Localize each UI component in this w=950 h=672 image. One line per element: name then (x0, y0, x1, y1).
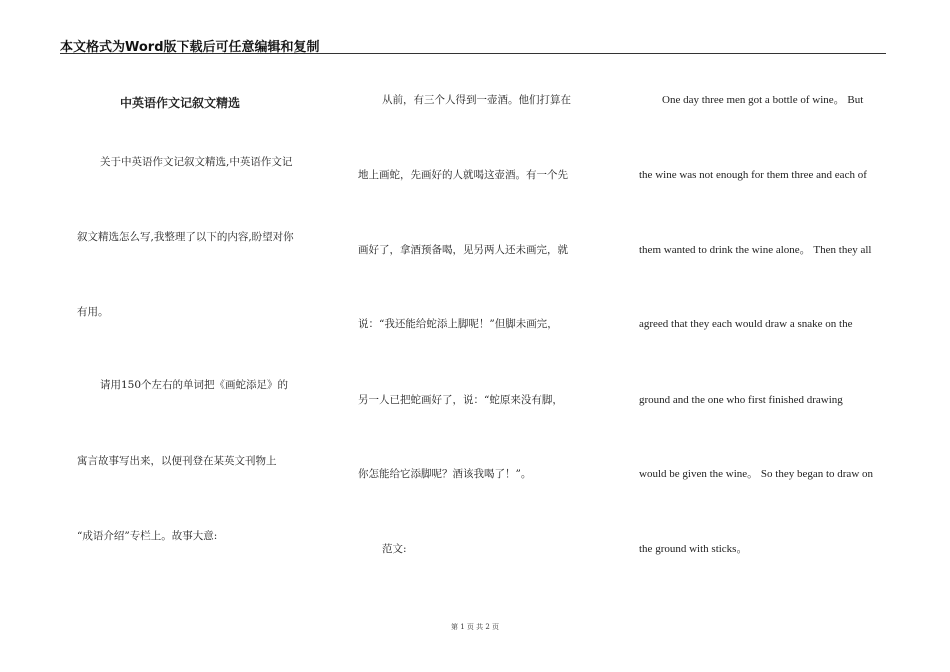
column1-line-1: 关于中英语作文记叙文精选,中英语作文记 (100, 156, 293, 168)
column2-line-3: 画好了，拿酒预备喝，见另两人还未画完，就 (358, 244, 568, 256)
column3-line-6: would be given the wine。 So they began to draw on (639, 468, 874, 480)
column1-line-2: 叙文精选怎么写,我整理了以下的内容,盼望对你 (77, 231, 294, 243)
column2-line-1: 从前，有三个人得到一壶酒。他们打算在 (382, 94, 571, 106)
column1-line-5: 寓言故事写出来，以便刊登在某英文刊物上 (77, 455, 277, 467)
column3-line-2: the wine was not enough for them three and each of (639, 169, 867, 181)
column3-line-5: ground and the one who first finished drawing (639, 394, 843, 406)
document-title: 中英语作文记叙文精选 (120, 96, 241, 110)
column1-line-3: 有用。 (77, 306, 109, 318)
column2-line-7: 范文: (382, 543, 407, 555)
column2-line-5: 另一人已把蛇画好了，说：“蛇原来没有脚， (358, 394, 563, 406)
column2-line-4: 说：“我还能给蛇添上脚呢！”但脚未画完， (358, 318, 558, 330)
document-header: 本文格式为Word版下载后可任意编辑和复制 (60, 40, 320, 55)
column2-line-2: 地上画蛇，先画好的人就喝这壶酒。有一个先 (358, 169, 568, 181)
column3-line-3: them wanted to drink the wine alone。 Then they all (639, 244, 872, 256)
column2-line-6: 你怎能给它添脚呢？酒该我喝了！”。 (358, 468, 532, 480)
column1-line-6: “成语介绍”专栏上。故事大意: (77, 530, 218, 542)
column1-line-4: 请用150个左右的单词把《画蛇添足》的 (100, 379, 289, 391)
page-number: 第 1 页 共 2 页 (450, 623, 500, 631)
header-divider (60, 53, 886, 54)
column3-line-7: the ground with sticks。 (639, 543, 748, 555)
column3-line-1: One day three men got a bottle of wine。 But (662, 94, 864, 106)
column3-line-4: agreed that they each would draw a snake on the (639, 318, 853, 330)
